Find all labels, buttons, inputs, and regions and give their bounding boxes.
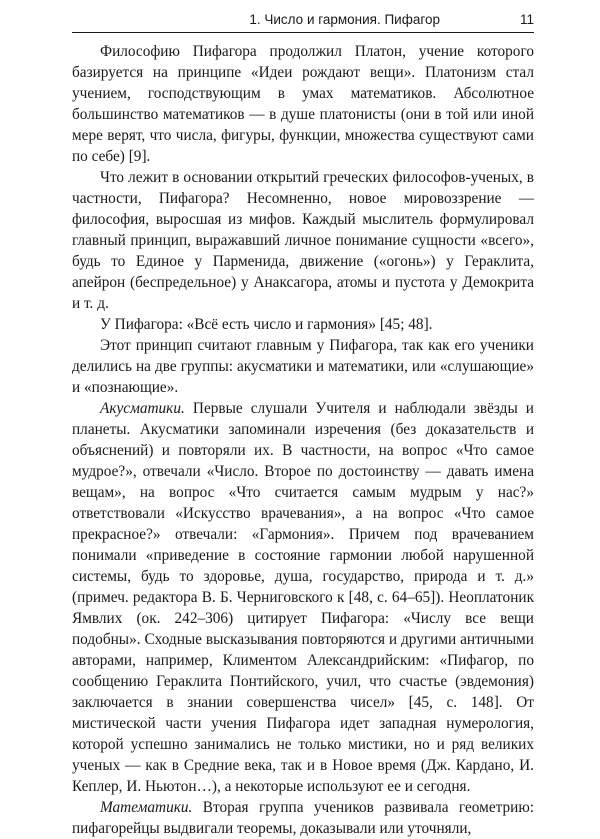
paragraph-text: Этот принцип считают главным у Пифагора, так как его ученики делились на две группы: акусматики и математики, или «слушающие» и «познающие». xyxy=(72,337,534,396)
running-header xyxy=(72,12,534,33)
paragraph-lead: Акусматики. xyxy=(100,400,185,417)
paragraph xyxy=(72,167,534,314)
page-number: 11 xyxy=(519,12,534,27)
paragraph-text: У Пифагора: «Всё есть число и гармония» [45; 48]. xyxy=(100,316,433,333)
paragraph-text: Философию Пифагора продолжил Платон, учение которого базируется на принципе «Идеи рождают вещи». Платонизм стал учением, господствующим в умах математиков. Абсолютное большинство математиков — в душе платонисты (они в той или иной мере верят, что числа, фигуры, функции, множества существуют сами по себе) [9]. xyxy=(72,43,534,165)
paragraph-text: Что лежит в основании открытий греческих философов-ученых, в частности, Пифагора? Несомненно, новое мировоззрение — философия, выросшая из мифов. Каждый мыслитель формулировал главный принцип, выражавший личное понимание сущности «всего», будь то Единое у Парменида, движение («огонь») у Гераклита, апейрон (беспредельное) у Анаксагора, атомы и пустота у Демокрита и т. д. xyxy=(72,169,534,312)
body-text xyxy=(72,41,534,839)
chapter-title: 1. Число и гармония. Пифагор xyxy=(249,12,440,27)
paragraph xyxy=(72,314,534,335)
paragraph-text: Вторая группа учеников развивала геометрию: пифагорейцы выдвигали теоремы, доказывали или уточняли, xyxy=(72,799,534,837)
paragraph xyxy=(72,797,534,839)
paragraph xyxy=(72,398,534,797)
paragraph-text: Первые слушали Учителя и наблюдали звёзды и планеты. Акусматики запоминали изречения (без доказательств и объяснений) и повторяли их. В частности, на вопрос «Что самое мудрое?», отвечали «Число. Второе по достоинству — давать имена вещам», на вопрос «Что считается самым мудрым у нас?» ответствовали «Искусство врачевания», а на вопрос «Что самое прекрасное?» отвечали: «Гармония». Причем под врачеванием понимали «приведение в состояние гармонии любой нарушенной системы, будь то здоровье, душа, государство, природа и т. д.» (примеч. редактора В. Б. Черниговского к [48, с. 64–65]). Неоплатоник Ямвлих (ок. 242–306) цитирует Пифагора: «Числу все вещи подобны». Сходные высказывания повторяются и другими античными авторами, например, Климентом Александрийским: «Пифагор, по сообщению Гераклита Понтийского, учил, что счастье (эвдемония) заключается в знании совершенства чисел» [45, с. 148]. От мистической части учения Пифагора идет западная нумерология, которой успешно занимались не только мистики, но и ряд великих ученых — как в Средние века, так и в Новое время (Дж. Кардано, И. Кеплер, И. Ньютон…), а некоторые используют ее и сегодня. xyxy=(72,400,534,795)
paragraph-lead: Математики. xyxy=(100,799,193,816)
paragraph xyxy=(72,335,534,398)
paragraph xyxy=(72,41,534,167)
